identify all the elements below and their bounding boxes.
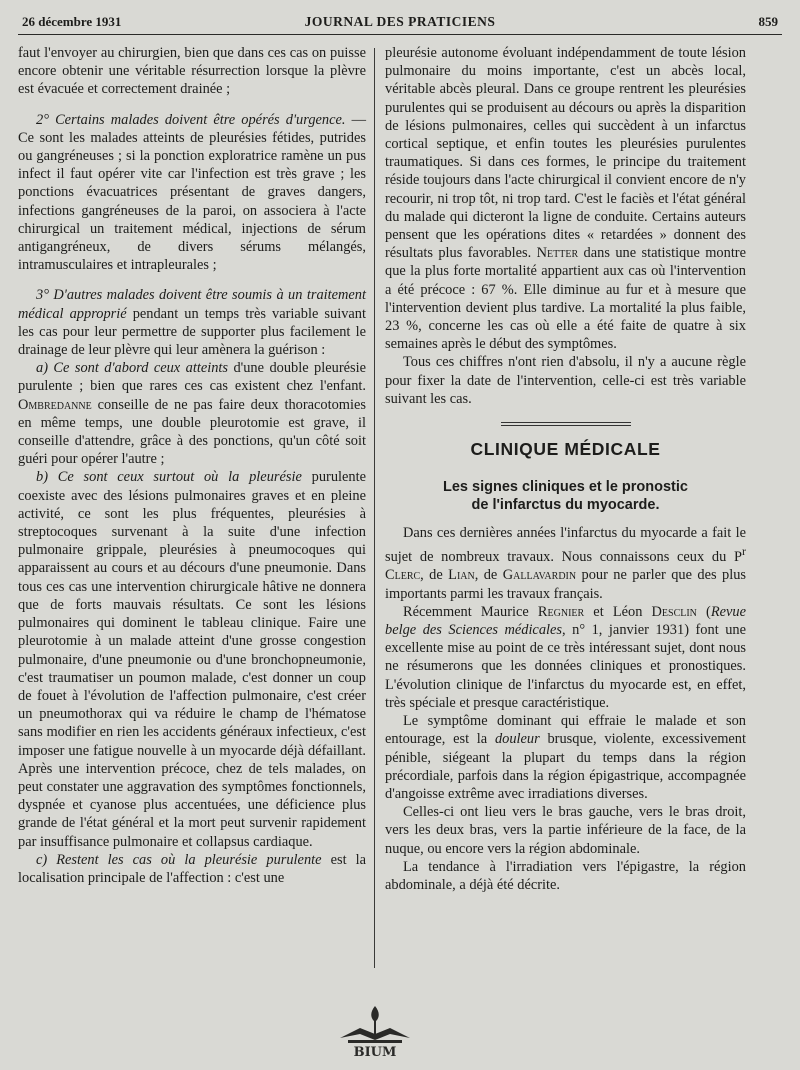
- left-column: [18, 44, 366, 887]
- case-c-label: c) Restent les cas où la pleurésie purulente: [36, 851, 322, 868]
- left-paragraph-3: 3° D'autres malades doivent être soumis à un traitement médical approprié pendant un temps très variable suivant les cas pour leur permettre de supporter plus facilement le drainage de leur plèvre qui leur amènera la guérison :: [18, 287, 366, 359]
- section-separator: [501, 422, 631, 426]
- urgent-heading: 2° Certains malades doivent être opérés d'urgence.: [36, 111, 346, 128]
- header-journal-title: JOURNAL DES PRATICIENS: [304, 14, 496, 29]
- left-paragraph-1: faut l'envoyer au chirurgien, bien que dans ces cas on puisse encore obtenir une véritable résurrection lorsque la plèvre est évacuée et correctement drainée ;: [18, 45, 366, 98]
- article-title: Les signes cliniques et le pronostic de l'infarctus du myocarde.: [443, 479, 688, 514]
- right-paragraph-4: Récemment Maurice Regnier et Léon Desclin (Revue belge des Sciences médicales, n° 1, janvier 1931) font une excellente mise au point de ce très intéressant sujet, dont nous ne résumerons que les données cliniques et pronostiques. L'évolution clinique de l'infarctus du myocarde est, en effet, très spéciale et presque caractéristique.: [385, 603, 747, 711]
- section-title: CLINIQUE MÉDICALE: [470, 439, 661, 460]
- header-rule: [18, 34, 782, 35]
- case-b-label: b) Ce sont ceux surtout où la pleurésie: [36, 469, 302, 486]
- right-column: [385, 44, 746, 894]
- bium-logo-text: BIUM: [353, 1045, 397, 1060]
- column-divider: [374, 48, 375, 968]
- right-paragraph-1: pleurésie autonome évoluant indépendamment de toute lésion pulmonaire du moins importante, c'est un abcès local, véritable abcès pleural. Dans ce groupe rentrent les pleurésies purulentes qui se produisent au décours ou après la disparition de lésions pulmonaires, celles qui succèdent à un infarctus cortical septique, et enfin toutes les pleurésies purulentes traumatiques. Si dans ces formes, le principe du traitement réside toujours dans l'acte chirurgical il convient encore de n'y recourir, ni trop tôt, ni trop tard. C'est le faciès et l'état général du malade qui dicteront la ligne de conduite. Certains auteurs pensent que les opérations dites « retardées » donnent des résultats plus favorables. Netter dans une statistique montre que la plus forte mortalité appartient aux cas où l'intervention a été précoce : 67 %. Elle diminue au fur et à mesure que l'intervention devient plus tardive. La mortalité la plus faible, 23 %, concerne les cas où elle a été faite de quatre à six semaines après le début des symptômes.: [385, 45, 746, 353]
- page-header: [22, 14, 778, 36]
- header-page-number: 859: [758, 14, 778, 29]
- left-paragraph-a: a) Ce sont d'abord ceux atteints d'une double pleurésie purulente ; bien que rares ces cas existent chez l'enfant. Ombredanne conseille de ne pas faire deux thoracotomies en même temps, une double pleurotomie est grave, il conseille d'attendre, grâce à des ponctions, qu'un côté soit guéri pour opérer l'autre ;: [18, 360, 366, 468]
- case-a-label: a) Ce sont d'abord ceux atteints: [36, 360, 228, 377]
- author-ombredanne: Ombredanne: [18, 396, 92, 413]
- right-paragraph-2: Tous ces chiffres n'ont rien d'absolu, il n'y a aucune règle pour fixer la date de l'intervention, celle-ci est très variable suivant les cas.: [385, 354, 746, 407]
- right-paragraph-6: Celles-ci ont lieu vers le bras gauche, vers le bras droit, vers les deux bras, vers la partie inférieure de la face, de la nuque, ou encore vers la région abdominale.: [385, 804, 746, 857]
- bium-logo: [330, 1000, 420, 1060]
- right-paragraph-7: La tendance à l'irradiation vers l'épigastre, la région abdominale, a déjà été décrite.: [385, 858, 746, 893]
- medical-treatment-heading: 3° D'autres malades doivent être soumis à un traitement médical approprié: [18, 287, 366, 322]
- header-date: 26 décembre 1931: [22, 14, 122, 29]
- author-netter: Netter: [536, 245, 579, 262]
- right-paragraph-3: Dans ces dernières années l'infarctus du myocarde a fait le sujet de nombreux travaux. Nous connaissons ceux du $P^r$ Clerc, de Lian, de Gallavardin pour ne parler que des plus importants parmi les travaux français.: [385, 525, 746, 602]
- right-paragraph-5: Le symptôme dominant qui effraie le malade et son entourage, est la douleur brusque, violente, excessivement pénible, siégeant la plupart du temps dans la région précordiale, parfois dans la région épigastrique, accompagnée d'angoisse extrême avec irradiations diverses.: [385, 713, 746, 802]
- left-paragraph-c: c) Restent les cas où la pleurésie purulente est la localisation principale de l'affection : c'est une: [18, 851, 366, 886]
- left-paragraph-2: 2° Certains malades doivent être opérés d'urgence. — Ce sont les malades atteints de pleurésies fétides, putrides ou gangréneuses ; si la ponction exploratrice ramène un pus infect il faut opérer vite car l'infection est très grave ; les ponctions évacuatrices présentant de graves dangers, infections gangréneuses de la paroi, on associera à l'acte chirurgical un traitement médical, injections de sérum antigangréneux, de divers sérums mélangés, intramusculaires et intrapleurales ;: [18, 111, 366, 274]
- left-paragraph-b: b) Ce sont ceux surtout où la pleurésie purulente coexiste avec des lésions pulmonaires graves et en pleine activité, ce sont les plus fréquentes, pleurésies à streptocoques survenant à la suite d'une infection pulmonaire grippale, pleurésies à pneumocoques qui apparaissent au cours et au décours d'une pneumonie. Dans tous ces cas une intervention chirurgicale hâtive ne donnera que de forts mauvais résultats. Ce sont les lésions pulmonaires qui dominent le tableau clinique. Faire une pleurotomie à un malade atteint d'une grosse congestion pulmonaire, d'une pneumonie ou d'une bronchopneumonie, c'est traumatiser un poumon malade, c'est donner un coup de fouet à l'évolution de l'affection pulmonaire, c'est créer un pneumothorax qui va réduire le champ de l'hématose sans modifier en rien les accidents généraux infectieux, c'est imposer une fatigue nouvelle à un myocarde déjà défaillant. Après une intervention précoce, chez de tels malades, on peut constater une aggravation des symptômes fonctionnels, dyspnée et cyanose plus accentuées, une déficience plus grande de l'état général et la mort peut survenir rapidement par insuffisance pulmonaire et collapsus cardiaque.: [18, 469, 366, 850]
